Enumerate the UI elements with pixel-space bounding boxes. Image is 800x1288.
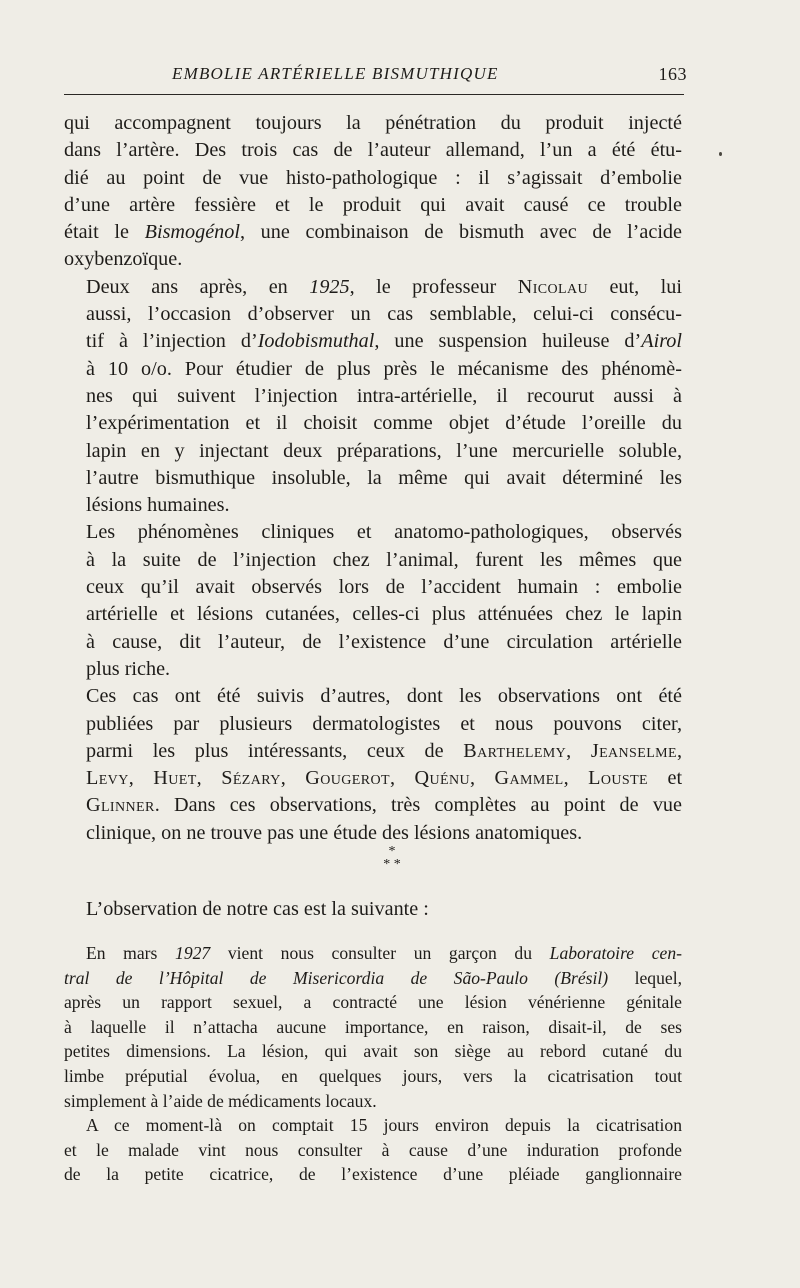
text-line: Ces cas ont été suivis d’autres, dont les observations ont été xyxy=(86,685,682,708)
running-title: EMBOLIE ARTÉRIELLE BISMUTHIQUE xyxy=(172,64,499,83)
text-run: En mars xyxy=(86,943,176,963)
author-name: Glinner xyxy=(86,794,155,817)
author-name: Barthelemy xyxy=(463,739,567,762)
text-run: , xyxy=(676,739,682,762)
paragraph-continuation xyxy=(64,110,682,274)
author-name: Jeanselme xyxy=(590,739,677,762)
text-line xyxy=(64,219,682,246)
text-run: vient nous consulter un garçon du xyxy=(210,943,550,963)
text-line: A ce moment-là on comptait 15 jours environ depuis la cicatrisation xyxy=(86,1115,682,1136)
book-page xyxy=(64,0,687,1288)
text-run: , xyxy=(566,739,591,762)
asterism-bottom: * * xyxy=(383,857,401,872)
author-name: Gougerot xyxy=(305,767,390,790)
text-run: , le professeur xyxy=(349,275,518,298)
text-line xyxy=(64,274,682,301)
asterism-top: * xyxy=(388,844,396,859)
text-line: l’autre bismuthique insoluble, la même qui avait déterminé les xyxy=(86,466,682,489)
paragraph-authors xyxy=(64,683,682,847)
text-line xyxy=(64,966,682,991)
text-line xyxy=(64,765,682,792)
text-line: et le malade vint nous consulter à cause d’une induration profonde xyxy=(64,1139,682,1160)
institution-italic: Laboratoire cen- xyxy=(549,943,682,963)
text-run: et xyxy=(648,767,683,790)
text-run: , une combinaison de bismuth avec de l’acide xyxy=(239,221,682,244)
text-run: , une suspension huileuse d’ xyxy=(374,330,642,353)
paragraph-case-history xyxy=(64,941,682,1113)
product-name-italic: Airol xyxy=(641,330,682,353)
institution-italic: tral de l’Hôpital de Misericordia de São-Paulo (Brésil) xyxy=(64,967,609,988)
author-name: Levy xyxy=(86,767,129,790)
text-line: oxybenzoïque. xyxy=(64,248,183,271)
text-line xyxy=(64,328,682,355)
paragraph-clinical xyxy=(64,519,682,683)
section-intro: L’observation de notre cas est la suivante : xyxy=(86,898,429,920)
text-run: , xyxy=(280,767,306,790)
text-line: dans l’artère. Des trois cas de l’auteur allemand, l’un a été étu- xyxy=(64,139,682,162)
page-number: 163 xyxy=(658,64,687,84)
text-line: à la suite de l’injection chez l’animal, furent les mêmes que xyxy=(86,548,682,571)
text-run: Deux ans après, en xyxy=(86,275,310,298)
case-report-text xyxy=(64,941,682,1187)
author-name: Nicolau xyxy=(517,275,588,298)
text-line: lésions humaines. xyxy=(86,494,230,517)
running-head xyxy=(64,64,687,88)
text-run: était le xyxy=(64,221,145,244)
text-run: , xyxy=(563,767,589,790)
text-line: artérielle et lésions cutanées, celles-ci plus atténuées chez le lapin xyxy=(86,603,682,626)
text-run: , xyxy=(389,767,415,790)
paragraph-nicolau xyxy=(64,274,682,520)
author-name: Louste xyxy=(588,767,649,790)
text-line xyxy=(64,792,682,819)
text-line: après un rapport sexuel, a contracté une lésion vénérienne génitale xyxy=(64,992,682,1013)
text-run: tif à l’injection d’ xyxy=(86,330,258,353)
text-line: publiées par plusieurs dermatologistes et nous pouvons citer, xyxy=(86,712,682,735)
author-name: Quénu xyxy=(414,767,470,790)
section-asterism xyxy=(64,845,684,871)
text-line: d’une artère fessière et le produit qui avait causé ce trouble xyxy=(64,193,682,216)
year-italic: 1925 xyxy=(309,275,350,298)
text-line: clinique, on ne trouve pas une étude des lésions anatomiques. xyxy=(86,821,583,844)
text-line: dié au point de vue histo-pathologique : il s’agissait d’embolie xyxy=(64,166,682,189)
text-line: de la petite cicatrice, de l’existence d’une pléiade ganglionnaire xyxy=(64,1164,682,1185)
text-line: à laquelle il n’attacha aucune importance, en raison, disait-il, de ses xyxy=(64,1016,682,1037)
text-run: lequel, xyxy=(608,967,682,988)
product-name-italic: Iodobismuthal xyxy=(257,330,375,353)
print-speck xyxy=(719,152,722,156)
text-line: simplement à l’aide de médicaments locaux. xyxy=(64,1090,377,1111)
text-run: eut, lui xyxy=(588,275,682,298)
text-line: Les phénomènes cliniques et anatomo-pathologiques, observés xyxy=(86,521,682,544)
main-text xyxy=(64,110,682,847)
author-name: Gammel xyxy=(494,767,564,790)
text-line: nes qui suivent l’injection intra-artérielle, il recourut aussi à xyxy=(86,384,682,407)
year-italic: 1927 xyxy=(175,943,211,963)
paragraph-case-induration xyxy=(64,1113,682,1187)
text-line: l’expérimentation et il choisit comme objet d’étude l’oreille du xyxy=(86,412,682,435)
text-line: petites dimensions. La lésion, qui avait son siège au rebord cutané du xyxy=(64,1041,682,1062)
text-line xyxy=(64,738,682,765)
author-name: Huet xyxy=(153,767,197,790)
text-line: ceux qu’il avait observés lors de l’accident humain : embolie xyxy=(86,576,682,599)
product-name-italic: Bismogénol xyxy=(144,221,240,244)
text-line: limbe préputial évolua, en quelques jours, vers la cicatrisation tout xyxy=(64,1065,682,1086)
text-line: à 10 o/o. Pour étudier de plus près le mécanisme des phénomè- xyxy=(86,357,682,380)
text-run: , xyxy=(469,767,495,790)
text-line: aussi, l’occasion d’observer un cas semblable, celui-ci consécu- xyxy=(86,303,682,326)
text-line xyxy=(64,941,682,966)
text-run: , xyxy=(196,767,222,790)
text-line: à cause, dit l’auteur, de l’existence d’une circulation artérielle xyxy=(86,630,682,653)
text-run: , xyxy=(128,767,154,790)
text-line: qui accompagnent toujours la pénétration du produit injecté xyxy=(64,112,682,134)
text-run: . Dans ces observations, très complètes au point de vue xyxy=(154,794,682,817)
text-run: parmi les plus intéressants, ceux de xyxy=(86,739,464,762)
text-line: plus riche. xyxy=(86,657,171,680)
header-rule xyxy=(64,94,684,95)
author-name: Sézary xyxy=(221,767,281,790)
text-line: lapin en y injectant deux préparations, l’une mercurielle soluble, xyxy=(86,439,682,462)
